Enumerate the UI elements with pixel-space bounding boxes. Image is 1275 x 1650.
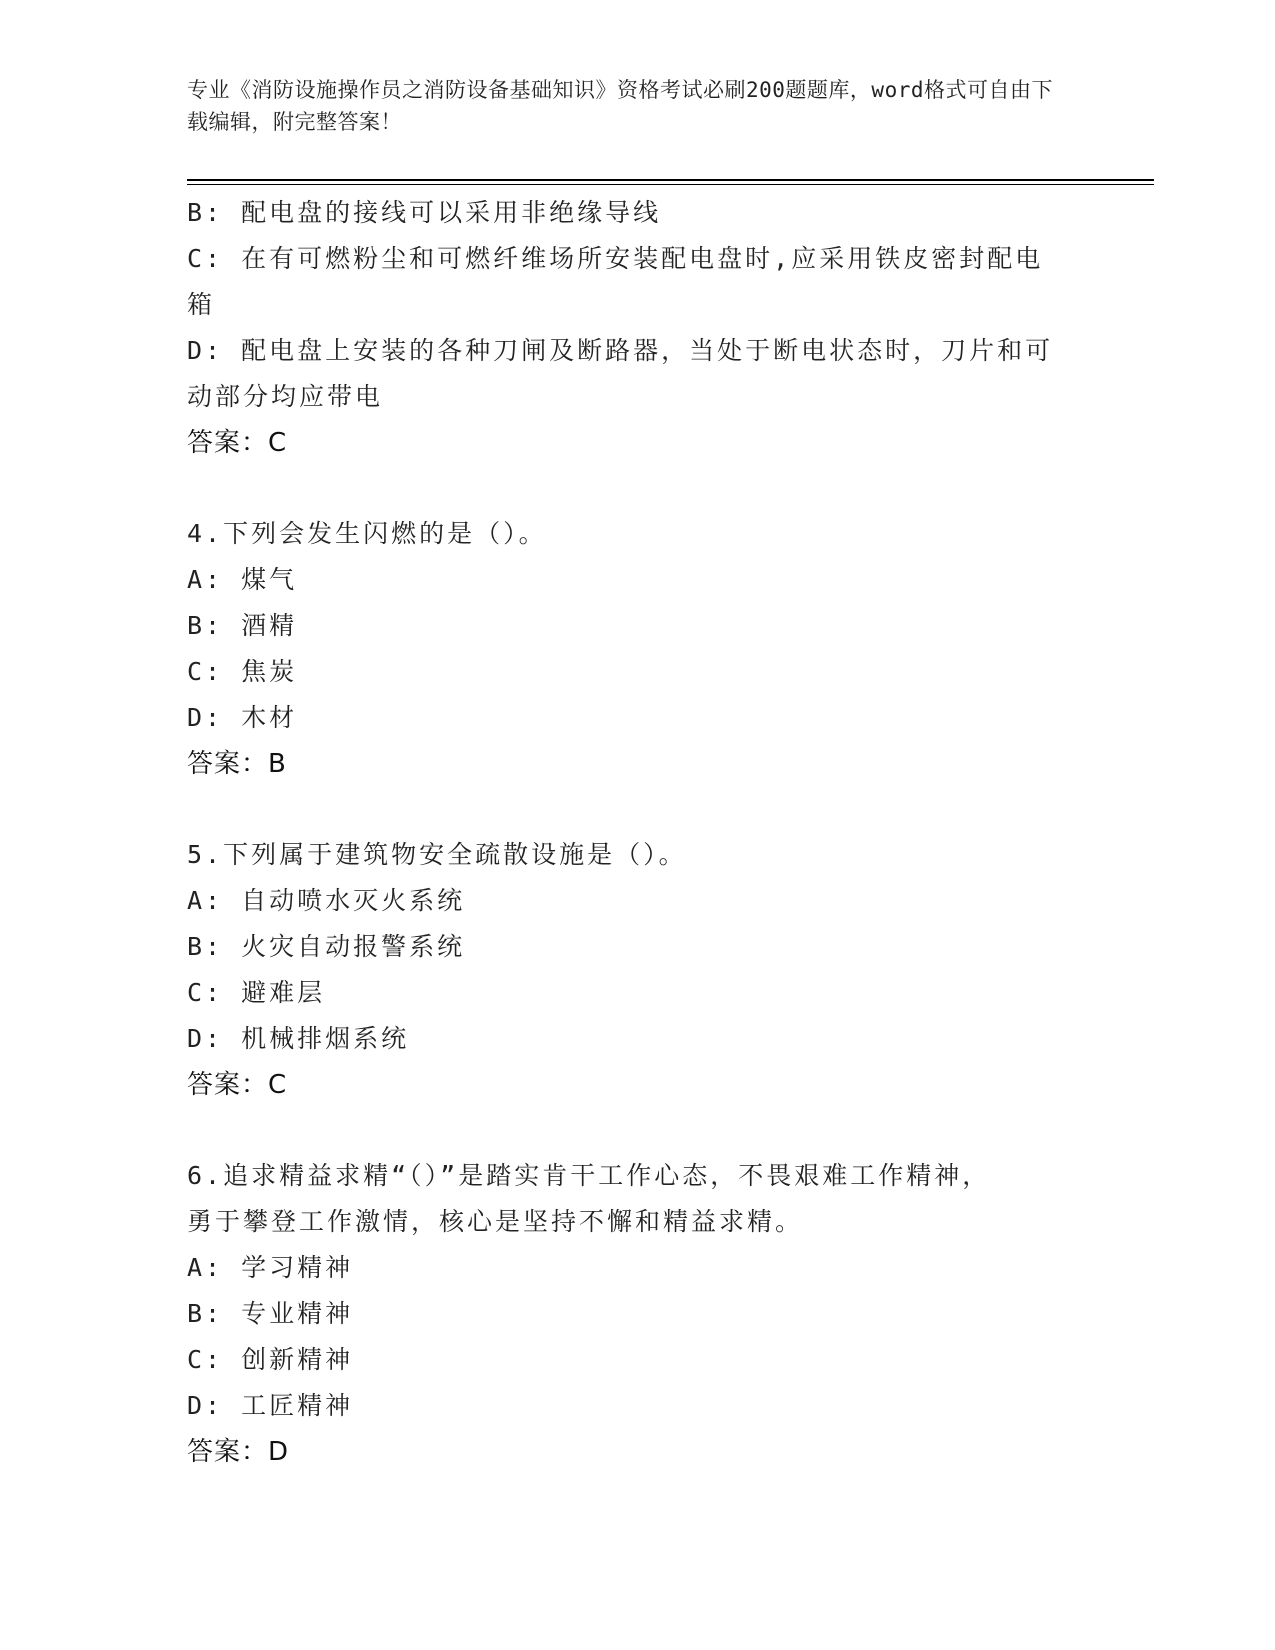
question-3-tail bbox=[187, 190, 1087, 466]
option-c: C: 焦炭 bbox=[187, 657, 298, 686]
option-a: A: 煤气 bbox=[187, 565, 298, 594]
answer: 答案：D bbox=[187, 1437, 290, 1467]
question-text-line2: 勇于攀登工作激情，核心是坚持不懈和精益求精。 bbox=[187, 1207, 804, 1236]
option-b: B: 酒精 bbox=[187, 611, 298, 640]
option-a: A: 自动喷水灭火系统 bbox=[187, 886, 466, 915]
header-rule-thin bbox=[187, 184, 1154, 185]
option-d-line2: 动部分均应带电 bbox=[187, 382, 384, 411]
option-d: D: 工匠精神 bbox=[187, 1391, 354, 1420]
spacer bbox=[187, 787, 1087, 832]
option-d-line1: D: 配电盘上安装的各种刀闸及断路器，当处于断电状态时，刀片和可 bbox=[187, 336, 1054, 365]
option-b: B: 配电盘的接线可以采用非绝缘导线 bbox=[187, 198, 662, 227]
question-text: 5.下列属于建筑物安全疏散设施是（）。 bbox=[187, 840, 687, 869]
option-c-line1: C: 在有可燃粉尘和可燃纤维场所安装配电盘时,应采用铁皮密封配电 bbox=[187, 244, 1044, 273]
question-list bbox=[187, 190, 1087, 1475]
option-b: B: 火灾自动报警系统 bbox=[187, 932, 466, 961]
option-d: D: 木材 bbox=[187, 703, 298, 732]
document-header: 专业《消防设施操作员之消防设备基础知识》资格考试必刷200题题库，word格式可自由下载编辑，附完整答案！ bbox=[187, 78, 1053, 134]
option-c: C: 避难层 bbox=[187, 978, 326, 1007]
question-6 bbox=[187, 1153, 1087, 1475]
option-c: C: 创新精神 bbox=[187, 1345, 354, 1374]
option-a: A: 学习精神 bbox=[187, 1253, 354, 1282]
question-text-line1: 6.追求精益求精“（）”是踏实肯干工作心态，不畏艰难工作精神， bbox=[187, 1161, 991, 1190]
option-c-line2: 箱 bbox=[187, 290, 216, 319]
spacer bbox=[187, 1108, 1087, 1153]
option-d: D: 机械排烟系统 bbox=[187, 1024, 410, 1053]
header-rule-thick bbox=[187, 179, 1154, 181]
answer: 答案：B bbox=[187, 749, 287, 779]
option-b: B: 专业精神 bbox=[187, 1299, 354, 1328]
spacer bbox=[187, 466, 1087, 511]
question-5 bbox=[187, 832, 1087, 1108]
answer: 答案：C bbox=[187, 1070, 288, 1100]
question-4 bbox=[187, 511, 1087, 787]
question-text: 4.下列会发生闪燃的是（）。 bbox=[187, 519, 547, 548]
answer: 答案：C bbox=[187, 428, 288, 458]
